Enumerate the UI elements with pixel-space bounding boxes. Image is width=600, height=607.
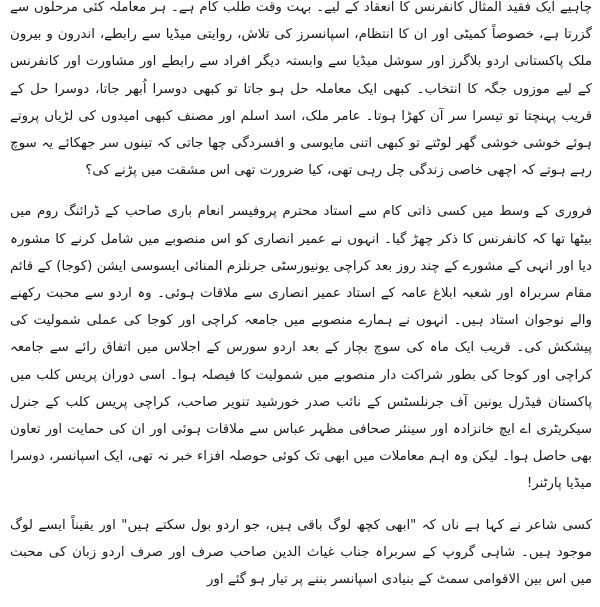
- paragraph-university-partnership: فروری کے وسط میں کسی ذاتی کام سے استاد محترم پروفیسر انعام باری صاحب کے ڈرائنگ روم میں بیٹھا تھا کہ کانفرنس کا ذکر چھڑ گیا۔ انہوں نے عمیر انصاری کو اس منصوبے میں شامل کرنے کا مشورہ دیا اور انہی کے مشورے کے چند روز بعد کراچی یونیورسٹی جرنلزم المنائی ایسوسی ایشن (کوجا) کے قائم مقام سربراہ اور شعبہ ابلاغ عامہ کے استاد عمیر انصاری سے ملاقات ہوئی۔ وہ اردو سے محبت رکھنے والے نوجوان استاد ہیں۔ انہوں نے ہمارے منصوبے میں جامعہ کراچی اور کوجا کی عملی شمولیت کی پیشکش کی۔ قریب ایک ماہ کی سوچ بچار کے بعد اردو سورس کے اجلاس میں اتفاق رائے سے جامعہ کراچی اور کوجا کی بطور شراکت دار منصوبے میں شمولیت کا فیصلہ ہوا۔ اسی دوران پریس کلب میں پاکستان فیڈرل یونین آف جرنلسٹس کے نائب صدر خورشید تنویر صاحب، کراچی پریس کلب کے جنرل سیکریٹری اے ایچ خانزادہ اور سینئر صحافی مظہر عباس سے ملاقات ہوئی اور ان کی حمایت اور تعاون بھی حاصل ہوا۔ لیکن وہ اہم معاملات میں ابھی تک کوئی حوصلہ افزاء خبر نہ تھی، ایک اسپانسر، دوسرا میڈیا پارٹنر!: [10, 204, 592, 492]
- paragraph-conference-preparations: چاہیے ایک فقید المثال کانفرنس کا انعقاد کے لیے۔ بہت وقت طلب کام ہے۔ ہر معاملہ کئی مرحلوں سے گزرتا ہے، خصوصاً کمیٹی اور ان کا انتظام، اسپانسرز کی تلاش، روایتی میڈیا سے رابطے، اندرون و بیرون ملک پاکستانی اردو بلاگرز اور سوشل میڈیا سے وابستہ دیگر افراد سے رابطے اور مشاورت اور کانفرنس کے لیے موزوں جگہ کا انتخاب۔ کبھی ایک معاملہ حل ہو جاتا تو کبھی دوسرا اُبھر جاتا، دوسرا حل کے قریب پہنچتا تو تیسرا سر آن کھڑا ہوتا۔ عامر ملک، اسد اسلم اور مصنف کبھی امیدوں کی لڑیاں پروتے ہوئے خوشی خوشی گھر لوٹتے تو کبھی اتنی مایوسی و افسردگی چھا جاتی کہ تینوں سر جھکائے یہ سوچ رہے ہوتے کہ اچھی خاصی زندگی چل رہی تھی، کیا ضرورت تھی اس مشقت میں پڑنے کی؟: [10, 0, 592, 179]
- paragraph-sponsor: کسی شاعر نے کہا ہے ناں کہ "ابھی کچھ لوگ باقی ہیں، جو اردو بول سکتے ہیں" اور یقیناً ایسے لوگ موجود ہیں۔ شاہی گروپ کے سربراہ جناب غیاث الدین صاحب صرف اور صرف اردو زبان کی محبت میں اس بین الاقوامی سمٹ کے بنیادی اسپانسر بننے پر تیار ہو گئے اور: [10, 517, 592, 588]
